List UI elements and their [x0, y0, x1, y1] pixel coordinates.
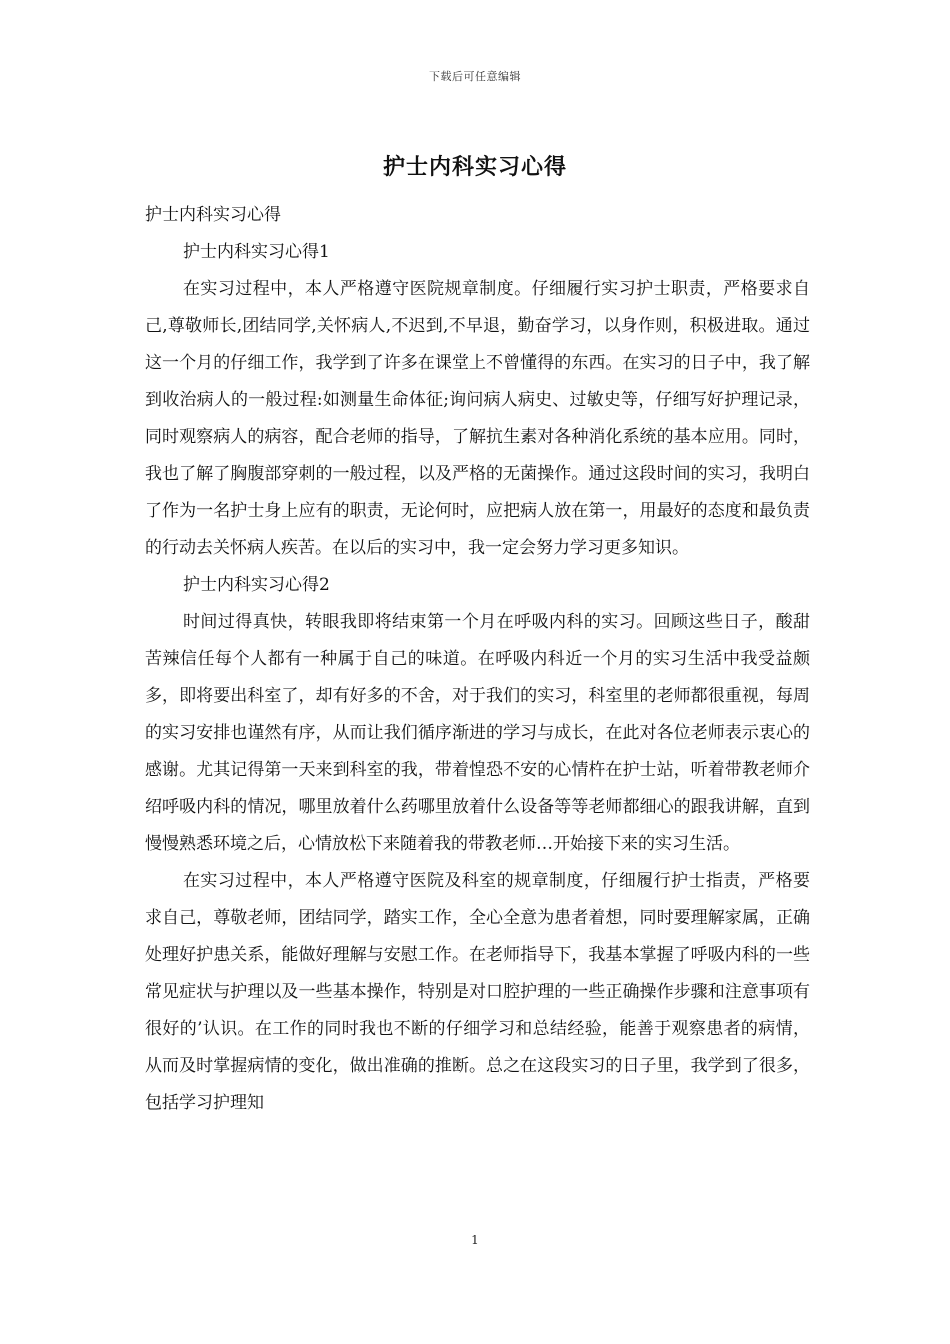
document-title: 护士内科实习心得 [382, 154, 567, 180]
section-1-paragraph-1: 在实习过程中，本人严格遵守医院规章制度。仔细履行实习护士职责，严格要求自己,尊敬师长,团结同学,关怀病人,不迟到,不早退，勤奋学习，以身作则，积极进取。通过这一个月的仔细工作，我学到了许多在课堂上不曾懂得的东西。在实习的日子中，我了解到收治病人的一般过程:如测量生命体征;询问病人病史、过敏史等，仔细写好护理记录，同时观察病人的病容，配合老师的指导，了解抗生素对各种消化系统的基本应用。同时，我也了解了胸腹部穿刺的一般过程，以及严格的无菌操作。通过这段时间的实习，我明白了作为一名护士身上应有的职责，无论何时，应把病人放在第一，用最好的态度和最负责的行动去关怀病人疾苦。在以后的实习中，我一定会努力学习更多知识。 [145, 279, 810, 558]
section-heading-2: 护士内科实习心得2 [183, 575, 330, 595]
header-note: 下载后可任意编辑 [429, 70, 521, 83]
section-2-paragraph-1: 时间过得真快，转眼我即将结束第一个月在呼吸内科的实习。回顾这些日子，酸甜苦辣信任每个人都有一种属于自己的味道。在呼吸内科近一个月的实习生活中我受益颇多，即将要出科室了，却有好多的不舍，对于我们的实习，科室里的老师都很重视，每周的实习安排也谨然有序，从而让我们循序渐进的学习与成长，在此对各位老师表示衷心的感谢。尤其记得第一天来到科室的我，带着惶恐不安的心情杵在护士站，听着带教老师介绍呼吸内科的情况，哪里放着什么药哪里放着什么设备等等老师都细心的跟我讲解，直到慢慢熟悉环境之后，心情放松下来随着我的带教老师…开始接下来的实习生活。 [145, 612, 810, 854]
section-2-paragraph-2: 在实习过程中，本人严格遵守医院及科室的规章制度，仔细履行护士指责，严格要求自己，尊敬老师，团结同学，踏实工作，全心全意为患者着想，同时要理解家属，正确处理好护患关系，能做好理解与安慰工作。在老师指导下，我基本掌握了呼吸内科的一些常见症状与护理以及一些基本操作，特别是对口腔护理的一些正确操作步骤和注意事项有很好的’认识。在工作的同时我也不断的仔细学习和总结经验，能善于观察患者的病情，从而及时掌握病情的变化，做出准确的推断。总之在这段实习的日子里，我学到了很多，包括学习护理知 [145, 871, 810, 1113]
page-number: 1 [471, 1233, 479, 1247]
section-heading-1: 护士内科实习心得1 [183, 242, 330, 262]
document-subtitle: 护士内科实习心得 [145, 205, 281, 225]
document-body [145, 197, 810, 1122]
